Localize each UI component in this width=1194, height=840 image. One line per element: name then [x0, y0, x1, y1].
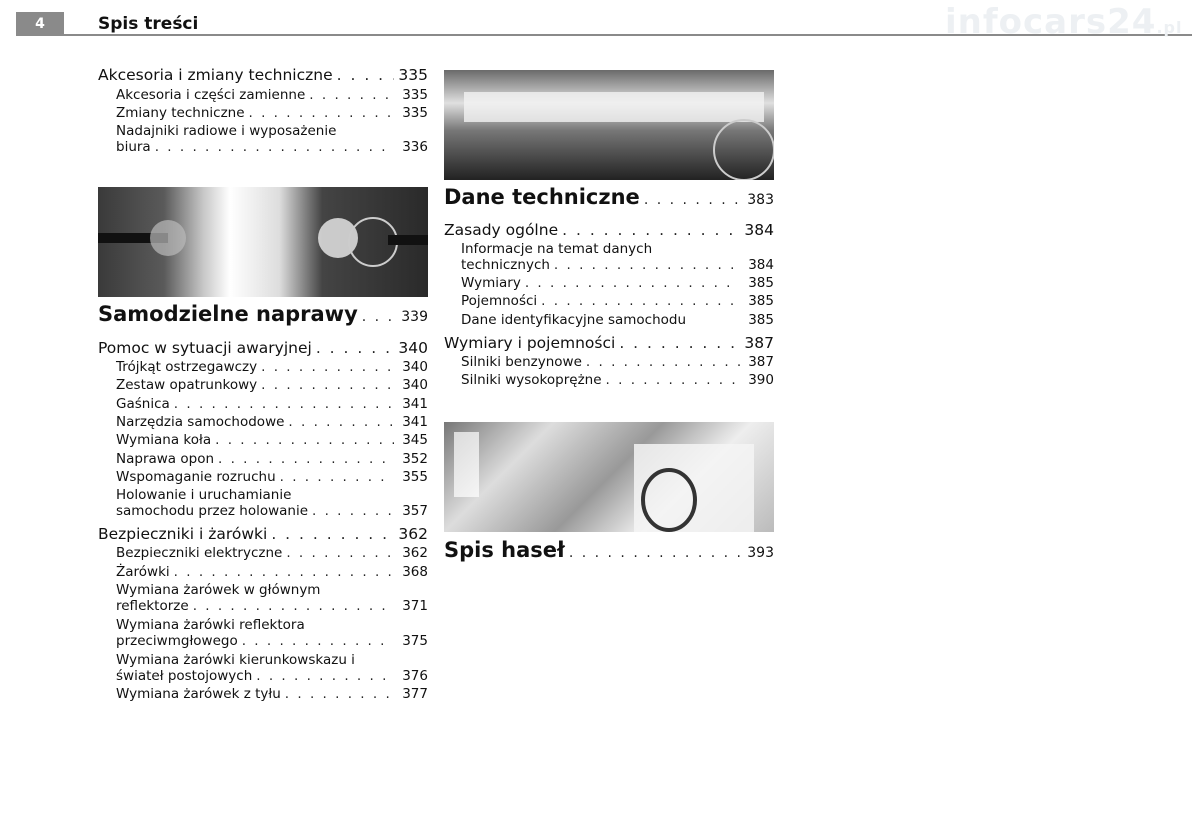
- gauge-illustration: [444, 70, 774, 180]
- watermark-logo: infocars24.pl: [945, 2, 1183, 42]
- headlight-illustration: [444, 422, 774, 532]
- toc-entry[interactable]: Pomoc w sytuacji awaryjnej . . . 340: [98, 339, 428, 357]
- toc-subentry-line1: Holowanie i uruchamianie: [116, 487, 292, 503]
- toc-subentry[interactable]: świateł postojowych . . . 376: [116, 668, 428, 684]
- toc-subentry[interactable]: Pojemności . . . 385: [461, 293, 774, 309]
- headlight-photo: [444, 422, 774, 532]
- toc-entry-akcesoria[interactable]: Akcesoria i zmiany techniczne . . . 335: [98, 66, 428, 84]
- toc-subentry[interactable]: Gaśnica . . . 341: [116, 396, 428, 412]
- toc-subentry-line1: Wymiana żarówek w głównym: [116, 582, 321, 598]
- toc-subentry[interactable]: Bezpieczniki elektryczne . . . 362: [116, 545, 428, 561]
- toc-subentry[interactable]: technicznych . . . 384: [461, 257, 774, 273]
- page-title: Spis treści: [98, 14, 199, 34]
- toc-subentry[interactable]: Zestaw opatrunkowy . . . 340: [116, 377, 428, 393]
- toc-subentry[interactable]: Wspomaganie rozruchu . . . 355: [116, 469, 428, 485]
- section-dane-techniczne[interactable]: Dane techniczne . . . 383: [444, 185, 774, 209]
- toc-subentry-line1: Nadajniki radiowe i wyposażenie: [116, 123, 337, 139]
- toc-subentry-line1: Wymiana żarówki reflektora: [116, 617, 305, 633]
- toc-entry[interactable]: Wymiary i pojemności . . . 387: [444, 334, 774, 352]
- toc-subentry[interactable]: Dane identyfikacyjne samochodu 385: [461, 312, 774, 328]
- toc-subentry-line1: Wymiana żarówki kierunkowskazu i: [116, 652, 355, 668]
- page-number: 4: [16, 12, 64, 36]
- toc-entry[interactable]: Zasady ogólne . . . 384: [444, 221, 774, 239]
- toc-subentry-line1: Informacje na temat danych: [461, 241, 653, 257]
- section-spis-hasel[interactable]: Spis haseł . . . 393: [444, 538, 774, 562]
- toc-subentry[interactable]: Żarówki . . . 368: [116, 564, 428, 580]
- toc-subentry[interactable]: Silniki wysokoprężne . . . 390: [461, 372, 774, 388]
- bulbs-photo: [98, 187, 428, 297]
- toc-subentry[interactable]: Naprawa opon . . . 352: [116, 451, 428, 467]
- bulb-illustration: [98, 187, 428, 297]
- toc-entry[interactable]: Bezpieczniki i żarówki . . . 362: [98, 525, 428, 543]
- toc-subentry[interactable]: Silniki benzynowe . . . 387: [461, 354, 774, 370]
- toc-subentry[interactable]: Zmiany techniczne . . . 335: [116, 105, 428, 121]
- dashboard-photo: [444, 70, 774, 180]
- toc-subentry[interactable]: Trójkąt ostrzegawczy . . . 340: [116, 359, 428, 375]
- toc-subentry[interactable]: Wymiana koła . . . 345: [116, 432, 428, 448]
- toc-subentry[interactable]: Wymiary . . . 385: [461, 275, 774, 291]
- toc-subentry[interactable]: biura . . . 336: [116, 139, 428, 155]
- toc-subentry[interactable]: reflektorze . . . 371: [116, 598, 428, 614]
- toc-subentry[interactable]: przeciwmgłowego . . . 375: [116, 633, 428, 649]
- toc-subentry[interactable]: Wymiana żarówek z tyłu . . . 377: [116, 686, 428, 702]
- section-samodzielne-naprawy[interactable]: Samodzielne naprawy . . . 339: [98, 302, 428, 326]
- toc-subentry[interactable]: Narzędzia samochodowe . . . 341: [116, 414, 428, 430]
- toc-subentry[interactable]: samochodu przez holowanie . . . 357: [116, 503, 428, 519]
- toc-subentry[interactable]: Akcesoria i części zamienne . . . 335: [116, 87, 428, 103]
